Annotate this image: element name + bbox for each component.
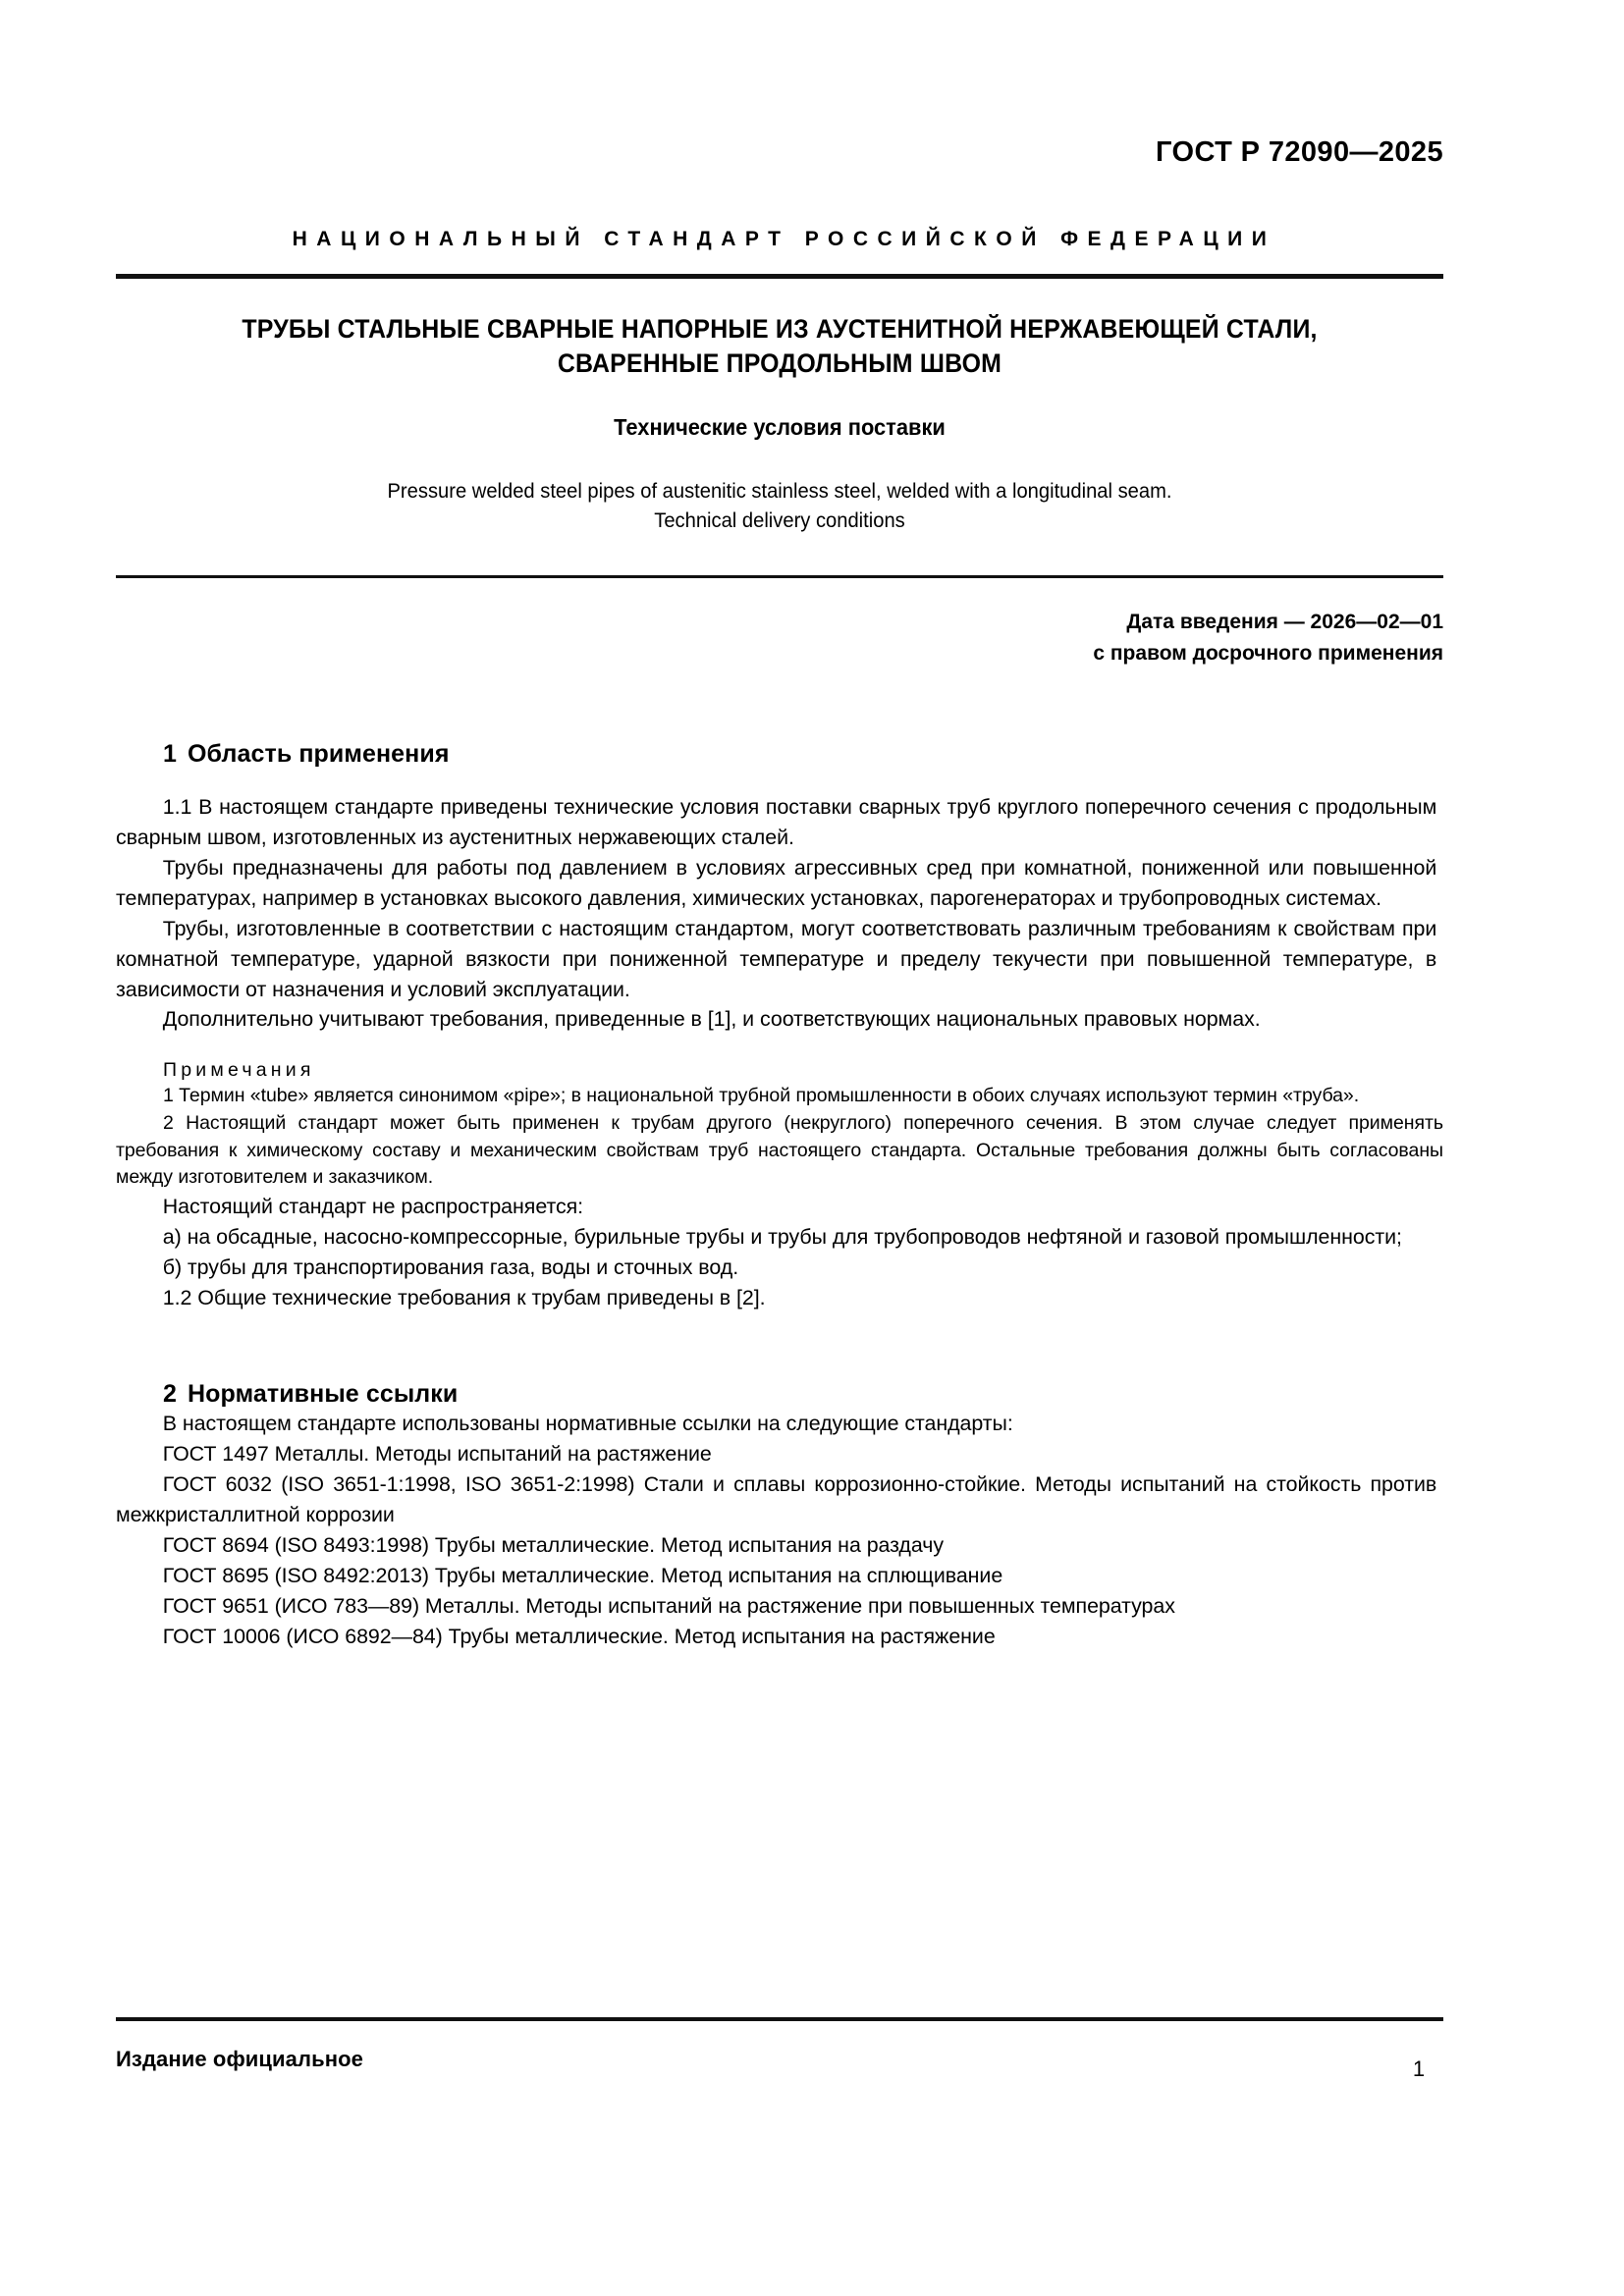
section-1-paragraph-5: 1.2 Общие технические требования к трубам приведены в [2].: [162, 1286, 766, 1310]
normative-reference-5: ГОСТ 9651 (ИСО 783—89) Металлы. Методы испытаний на растяжение при повышенных температурах: [162, 1593, 1175, 1618]
title-divider-wrap: [116, 575, 1443, 578]
note-1: 1 Термин «tube» является синонимом «pipe»; в национальной трубной промышленности в обоих случаях используют термин «труба».: [163, 1085, 1360, 1107]
normative-reference-1: ГОСТ 1497 Металлы. Методы испытаний на растяжение: [162, 1441, 712, 1466]
header-divider-top: [116, 274, 1443, 279]
section-1-heading: [116, 740, 1443, 769]
notes-block: [116, 1059, 1443, 1192]
english-title-line-2: Technical delivery conditions: [654, 509, 905, 533]
section-1-title: Область применения: [188, 739, 450, 768]
section-2-title: Нормативные ссылки: [188, 1379, 459, 1408]
section-2-number: 2: [163, 1379, 178, 1408]
footer-divider: [116, 2017, 1443, 2021]
document-title-line-1: ТРУБЫ СТАЛЬНЫЕ СВАРНЫЕ НАПОРНЫЕ ИЗ АУСТЕНИТНОЙ НЕРЖАВЕЮЩЕЙ СТАЛИ,: [242, 313, 1318, 344]
section-2-intro: В настоящем стандарте использованы нормативные ссылки на следующие стандарты:: [162, 1411, 1013, 1435]
introduction-date: Дата введения — 2026—02—01: [1126, 610, 1443, 633]
english-title-line-1: Pressure welded steel pipes of austenitic stainless steel, welded with a longitudinal seam.: [387, 480, 1172, 504]
standard-number: ГОСТ Р 72090—2025: [1156, 136, 1443, 168]
national-standard-line: НАЦИОНАЛЬНЫЙ СТАНДАРТ РОССИЙСКОЙ ФЕДЕРАЦИИ: [292, 227, 1276, 250]
normative-reference-2: ГОСТ 6032 (ISO 3651-1:1998, ISO 3651-2:1998) Стали и сплавы коррозионно-стойкие. Методы испытаний на стойкость против межкристаллитной коррозии: [116, 1471, 1437, 1526]
exclusion-intro: Настоящий стандарт не распространяется:: [162, 1195, 584, 1219]
section-2-heading: [116, 1380, 1443, 1409]
official-edition-note: Издание официальное: [116, 2047, 363, 2071]
introduction-date-note: с правом досрочного применения: [1093, 641, 1443, 665]
section-1-paragraph-4: Дополнительно учитывают требования, приведенные в [1], и соответствующих национальных правовых нормах.: [162, 1007, 1261, 1032]
document-title: [156, 312, 1404, 381]
note-2: 2 Настоящий стандарт может быть применен к трубам другого (некруглого) поперечного сечения. В этом случае следует применять требования к химическому составу и механическим свойствам труб настоящего стандарта. Остальные требования должны быть согласованы между изготовителем и заказчиком.: [116, 1112, 1443, 1189]
exclusion-item-a: а) на обсадные, насосно-компрессорные, бурильные трубы и трубы для трубопроводов нефтяной и газовой промышленности;: [162, 1225, 1402, 1250]
document-subtitle: Технические условия поставки: [614, 414, 946, 441]
english-title: [142, 477, 1417, 536]
page-content: [116, 0, 1443, 1652]
notes-title: Примечания: [163, 1059, 315, 1082]
normative-reference-3: ГОСТ 8694 (ISO 8493:1998) Трубы металлические. Метод испытания на раздачу: [162, 1532, 944, 1557]
page-number: 1: [1412, 2056, 1426, 2081]
introduction-date-block: [116, 607, 1443, 669]
title-block: [116, 312, 1443, 536]
section-1-paragraph-2: Трубы предназначены для работы под давлением в условиях агрессивных сред при комнатной, пониженной или повышенной температурах, например в установках высокого давления, химических установках, парогенераторах и трубопроводных системах.: [116, 855, 1437, 910]
exclusion-item-b: б) трубы для транспортирования газа, воды и сточных вод.: [162, 1255, 739, 1280]
normative-reference-4: ГОСТ 8695 (ISO 8492:2013) Трубы металлические. Метод испытания на сплющивание: [162, 1563, 1003, 1587]
section-1-paragraph-1: 1.1 В настоящем стандарте приведены технические условия поставки сварных труб круглого поперечного сечения с продольным сварным швом, изготовленных из аустенитных нержавеющих сталей.: [116, 794, 1437, 849]
section-1-number: 1: [163, 739, 178, 768]
document-title-line-2: СВАРЕННЫЕ ПРОДОЛЬНЫМ ШВОМ: [557, 348, 1002, 379]
section-1-paragraph-3: Трубы, изготовленные в соответствии с настоящим стандартом, могут соответствовать различным требованиям к свойствам при комнатной температуре, ударной вязкости при пониженной температуре и пределу текучести при повышенной температуре, в зависимости от назначения и условий эксплуатации.: [116, 916, 1437, 1001]
normative-reference-6: ГОСТ 10006 (ИСО 6892—84) Трубы металлические. Метод испытания на растяжение: [162, 1624, 996, 1648]
title-divider-bottom: [116, 575, 1443, 578]
